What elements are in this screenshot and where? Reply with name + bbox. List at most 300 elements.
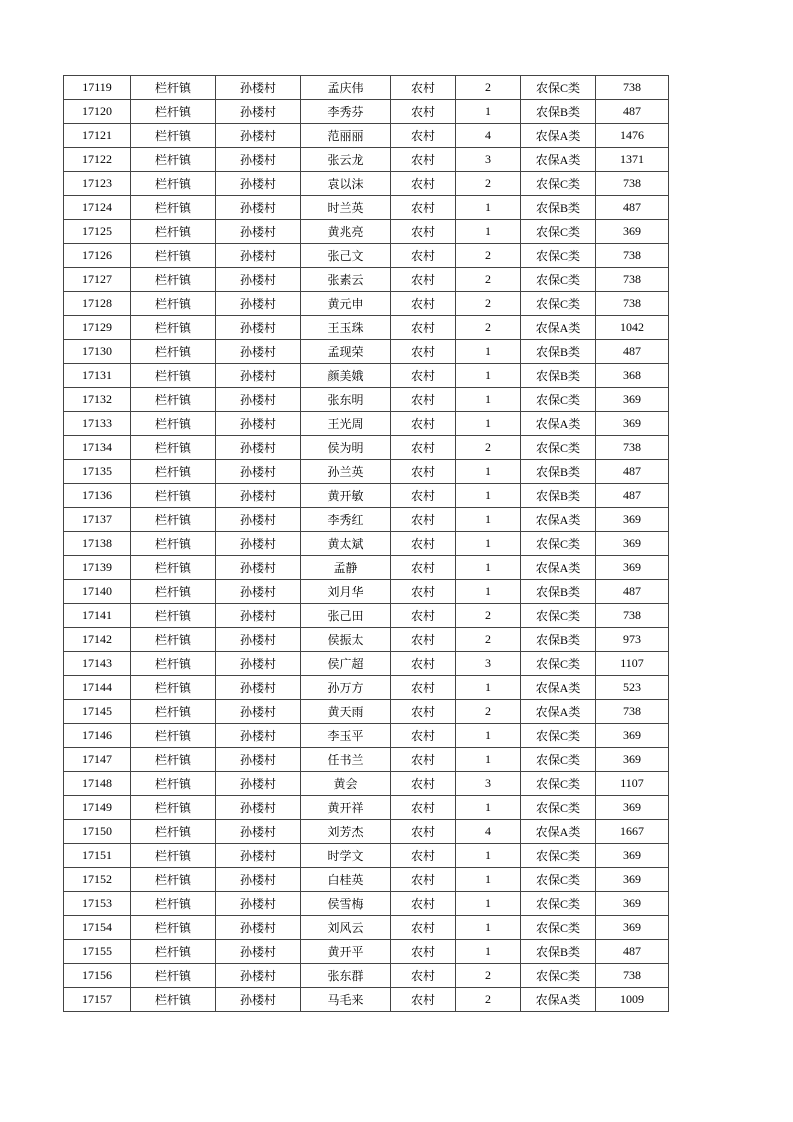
cell-town: 栏杆镇 [131,340,216,364]
table-row [64,532,669,556]
cell-count: 2 [456,436,521,460]
cell-town: 栏杆镇 [131,652,216,676]
cell-town: 栏杆镇 [131,700,216,724]
cell-name: 时学文 [301,844,391,868]
cell-village: 孙楼村 [216,196,301,220]
cell-id: 17141 [64,604,131,628]
cell-name: 时兰英 [301,196,391,220]
cell-amount: 1107 [596,652,669,676]
cell-count: 1 [456,580,521,604]
table-row [64,292,669,316]
cell-residence-type: 农村 [391,124,456,148]
cell-count: 1 [456,556,521,580]
cell-town: 栏杆镇 [131,964,216,988]
table-row [64,844,669,868]
cell-insurance-category: 农保C类 [521,796,596,820]
cell-id: 17143 [64,652,131,676]
cell-village: 孙楼村 [216,700,301,724]
cell-town: 栏杆镇 [131,172,216,196]
cell-insurance-category: 农保A类 [521,148,596,172]
cell-amount: 973 [596,628,669,652]
cell-name: 马毛来 [301,988,391,1012]
cell-insurance-category: 农保C类 [521,268,596,292]
table-row [64,892,669,916]
cell-insurance-category: 农保C类 [521,964,596,988]
cell-village: 孙楼村 [216,820,301,844]
cell-insurance-category: 农保C类 [521,292,596,316]
cell-insurance-category: 农保A类 [521,676,596,700]
cell-id: 17132 [64,388,131,412]
cell-id: 17157 [64,988,131,1012]
cell-insurance-category: 农保B类 [521,940,596,964]
cell-insurance-category: 农保C类 [521,172,596,196]
table-row [64,868,669,892]
cell-village: 孙楼村 [216,388,301,412]
cell-name: 颜美娥 [301,364,391,388]
table-row [64,460,669,484]
cell-insurance-category: 农保A类 [521,316,596,340]
cell-id: 17133 [64,412,131,436]
cell-village: 孙楼村 [216,340,301,364]
cell-count: 2 [456,604,521,628]
cell-amount: 369 [596,724,669,748]
table-row [64,100,669,124]
cell-village: 孙楼村 [216,100,301,124]
cell-count: 1 [456,100,521,124]
cell-residence-type: 农村 [391,148,456,172]
cell-insurance-category: 农保C类 [521,220,596,244]
cell-name: 范丽丽 [301,124,391,148]
cell-insurance-category: 农保B类 [521,460,596,484]
cell-village: 孙楼村 [216,220,301,244]
cell-count: 1 [456,364,521,388]
cell-amount: 369 [596,556,669,580]
cell-residence-type: 农村 [391,628,456,652]
cell-village: 孙楼村 [216,676,301,700]
cell-name: 李秀红 [301,508,391,532]
cell-town: 栏杆镇 [131,940,216,964]
cell-residence-type: 农村 [391,268,456,292]
cell-count: 2 [456,628,521,652]
cell-id: 17155 [64,940,131,964]
cell-amount: 487 [596,580,669,604]
cell-residence-type: 农村 [391,844,456,868]
cell-town: 栏杆镇 [131,292,216,316]
cell-town: 栏杆镇 [131,820,216,844]
cell-residence-type: 农村 [391,868,456,892]
cell-id: 17128 [64,292,131,316]
cell-amount: 738 [596,292,669,316]
cell-name: 孙万方 [301,676,391,700]
cell-amount: 487 [596,340,669,364]
table-row [64,76,669,100]
cell-id: 17149 [64,796,131,820]
cell-id: 17121 [64,124,131,148]
cell-amount: 738 [596,172,669,196]
cell-id: 17144 [64,676,131,700]
cell-id: 17120 [64,100,131,124]
cell-id: 17135 [64,460,131,484]
cell-insurance-category: 农保B类 [521,100,596,124]
cell-residence-type: 农村 [391,340,456,364]
cell-count: 3 [456,652,521,676]
cell-name: 黄开平 [301,940,391,964]
cell-insurance-category: 农保A类 [521,700,596,724]
cell-residence-type: 农村 [391,676,456,700]
table-row [64,652,669,676]
cell-name: 侯广超 [301,652,391,676]
cell-insurance-category: 农保C类 [521,844,596,868]
cell-residence-type: 农村 [391,772,456,796]
table-row [64,916,669,940]
cell-id: 17138 [64,532,131,556]
cell-town: 栏杆镇 [131,364,216,388]
cell-id: 17119 [64,76,131,100]
cell-amount: 369 [596,220,669,244]
cell-name: 孙兰英 [301,460,391,484]
cell-village: 孙楼村 [216,940,301,964]
cell-town: 栏杆镇 [131,748,216,772]
table-row [64,484,669,508]
cell-village: 孙楼村 [216,124,301,148]
cell-insurance-category: 农保C类 [521,772,596,796]
cell-insurance-category: 农保C类 [521,244,596,268]
cell-amount: 369 [596,916,669,940]
cell-amount: 1476 [596,124,669,148]
cell-id: 17126 [64,244,131,268]
cell-name: 黄开敏 [301,484,391,508]
cell-id: 17152 [64,868,131,892]
cell-name: 刘风云 [301,916,391,940]
cell-insurance-category: 农保B类 [521,484,596,508]
cell-town: 栏杆镇 [131,604,216,628]
cell-count: 2 [456,292,521,316]
cell-amount: 369 [596,844,669,868]
cell-town: 栏杆镇 [131,556,216,580]
cell-id: 17140 [64,580,131,604]
table-row [64,196,669,220]
table-row [64,772,669,796]
cell-residence-type: 农村 [391,724,456,748]
cell-amount: 369 [596,388,669,412]
cell-town: 栏杆镇 [131,316,216,340]
cell-town: 栏杆镇 [131,244,216,268]
cell-town: 栏杆镇 [131,676,216,700]
cell-residence-type: 农村 [391,748,456,772]
cell-insurance-category: 农保A类 [521,508,596,532]
table-row [64,700,669,724]
cell-count: 3 [456,772,521,796]
cell-name: 黄兆亮 [301,220,391,244]
cell-residence-type: 农村 [391,580,456,604]
cell-count: 2 [456,76,521,100]
cell-residence-type: 农村 [391,988,456,1012]
cell-insurance-category: 农保B类 [521,364,596,388]
cell-count: 1 [456,796,521,820]
cell-residence-type: 农村 [391,652,456,676]
table-row [64,748,669,772]
cell-village: 孙楼村 [216,364,301,388]
table-row [64,220,669,244]
cell-amount: 738 [596,436,669,460]
cell-count: 2 [456,244,521,268]
cell-village: 孙楼村 [216,436,301,460]
cell-count: 1 [456,892,521,916]
cell-town: 栏杆镇 [131,148,216,172]
cell-village: 孙楼村 [216,964,301,988]
cell-amount: 487 [596,196,669,220]
table-row [64,604,669,628]
cell-amount: 487 [596,940,669,964]
cell-id: 17139 [64,556,131,580]
cell-village: 孙楼村 [216,868,301,892]
cell-residence-type: 农村 [391,964,456,988]
cell-name: 任书兰 [301,748,391,772]
cell-name: 黄开祥 [301,796,391,820]
table-row [64,724,669,748]
table-row [64,244,669,268]
cell-count: 2 [456,964,521,988]
cell-name: 张素云 [301,268,391,292]
cell-residence-type: 农村 [391,604,456,628]
cell-town: 栏杆镇 [131,388,216,412]
cell-name: 张云龙 [301,148,391,172]
cell-id: 17129 [64,316,131,340]
cell-count: 1 [456,724,521,748]
cell-name: 袁以沫 [301,172,391,196]
table-row [64,628,669,652]
cell-name: 刘芳杰 [301,820,391,844]
table-row [64,964,669,988]
cell-amount: 369 [596,508,669,532]
cell-count: 1 [456,412,521,436]
table-row [64,796,669,820]
cell-village: 孙楼村 [216,76,301,100]
cell-insurance-category: 农保C类 [521,388,596,412]
table-body [64,76,669,1012]
cell-name: 孟静 [301,556,391,580]
cell-amount: 369 [596,868,669,892]
cell-village: 孙楼村 [216,292,301,316]
cell-id: 17142 [64,628,131,652]
cell-village: 孙楼村 [216,892,301,916]
cell-count: 1 [456,940,521,964]
cell-village: 孙楼村 [216,772,301,796]
cell-name: 侯雪梅 [301,892,391,916]
cell-residence-type: 农村 [391,460,456,484]
cell-town: 栏杆镇 [131,460,216,484]
cell-village: 孙楼村 [216,604,301,628]
cell-amount: 1667 [596,820,669,844]
cell-insurance-category: 农保C类 [521,868,596,892]
cell-village: 孙楼村 [216,988,301,1012]
cell-residence-type: 农村 [391,196,456,220]
cell-id: 17156 [64,964,131,988]
cell-id: 17130 [64,340,131,364]
cell-town: 栏杆镇 [131,724,216,748]
cell-village: 孙楼村 [216,724,301,748]
table-row [64,820,669,844]
cell-amount: 487 [596,100,669,124]
cell-amount: 738 [596,604,669,628]
cell-residence-type: 农村 [391,484,456,508]
cell-residence-type: 农村 [391,820,456,844]
cell-name: 王光周 [301,412,391,436]
cell-name: 刘月华 [301,580,391,604]
cell-insurance-category: 农保C类 [521,652,596,676]
table-row [64,436,669,460]
cell-town: 栏杆镇 [131,532,216,556]
cell-insurance-category: 农保C类 [521,604,596,628]
records-table [63,75,669,1012]
cell-count: 1 [456,844,521,868]
cell-town: 栏杆镇 [131,916,216,940]
table-row [64,580,669,604]
table-row [64,988,669,1012]
cell-village: 孙楼村 [216,844,301,868]
cell-amount: 1009 [596,988,669,1012]
table-row [64,364,669,388]
cell-count: 1 [456,532,521,556]
table-row [64,676,669,700]
cell-amount: 369 [596,748,669,772]
cell-town: 栏杆镇 [131,772,216,796]
cell-insurance-category: 农保C类 [521,892,596,916]
cell-residence-type: 农村 [391,412,456,436]
table-row [64,388,669,412]
cell-name: 侯为明 [301,436,391,460]
cell-town: 栏杆镇 [131,436,216,460]
cell-amount: 487 [596,484,669,508]
cell-village: 孙楼村 [216,796,301,820]
cell-town: 栏杆镇 [131,892,216,916]
cell-name: 黄天雨 [301,700,391,724]
cell-count: 4 [456,124,521,148]
cell-insurance-category: 农保B类 [521,340,596,364]
cell-amount: 738 [596,76,669,100]
cell-name: 黄会 [301,772,391,796]
cell-village: 孙楼村 [216,412,301,436]
table-row [64,508,669,532]
cell-residence-type: 农村 [391,172,456,196]
cell-amount: 1107 [596,772,669,796]
cell-village: 孙楼村 [216,748,301,772]
cell-town: 栏杆镇 [131,484,216,508]
cell-residence-type: 农村 [391,364,456,388]
cell-village: 孙楼村 [216,148,301,172]
table-row [64,556,669,580]
cell-count: 3 [456,148,521,172]
cell-id: 17150 [64,820,131,844]
cell-name: 黄太斌 [301,532,391,556]
cell-insurance-category: 农保A类 [521,412,596,436]
cell-residence-type: 农村 [391,916,456,940]
cell-name: 白桂英 [301,868,391,892]
cell-amount: 369 [596,796,669,820]
cell-count: 1 [456,748,521,772]
cell-count: 2 [456,700,521,724]
cell-count: 1 [456,460,521,484]
cell-town: 栏杆镇 [131,100,216,124]
cell-residence-type: 农村 [391,508,456,532]
cell-name: 孟现荣 [301,340,391,364]
table-row [64,148,669,172]
cell-count: 1 [456,508,521,532]
cell-count: 1 [456,196,521,220]
cell-residence-type: 农村 [391,700,456,724]
cell-village: 孙楼村 [216,508,301,532]
cell-village: 孙楼村 [216,652,301,676]
cell-town: 栏杆镇 [131,796,216,820]
cell-id: 17124 [64,196,131,220]
cell-amount: 738 [596,244,669,268]
cell-town: 栏杆镇 [131,124,216,148]
cell-residence-type: 农村 [391,76,456,100]
cell-count: 1 [456,340,521,364]
cell-town: 栏杆镇 [131,868,216,892]
cell-insurance-category: 农保C类 [521,724,596,748]
cell-insurance-category: 农保C类 [521,76,596,100]
cell-residence-type: 农村 [391,436,456,460]
cell-amount: 738 [596,964,669,988]
table-row [64,340,669,364]
cell-insurance-category: 农保C类 [521,748,596,772]
cell-id: 17131 [64,364,131,388]
cell-count: 2 [456,268,521,292]
cell-amount: 1042 [596,316,669,340]
cell-village: 孙楼村 [216,244,301,268]
cell-id: 17122 [64,148,131,172]
cell-amount: 487 [596,460,669,484]
cell-insurance-category: 农保B类 [521,580,596,604]
table-row [64,316,669,340]
cell-id: 17146 [64,724,131,748]
cell-town: 栏杆镇 [131,76,216,100]
cell-town: 栏杆镇 [131,628,216,652]
cell-count: 4 [456,820,521,844]
table-row [64,124,669,148]
cell-count: 1 [456,388,521,412]
cell-id: 17151 [64,844,131,868]
table-row [64,940,669,964]
cell-village: 孙楼村 [216,556,301,580]
cell-amount: 369 [596,532,669,556]
cell-id: 17127 [64,268,131,292]
cell-village: 孙楼村 [216,916,301,940]
cell-residence-type: 农村 [391,388,456,412]
cell-residence-type: 农村 [391,292,456,316]
cell-name: 黄元申 [301,292,391,316]
cell-insurance-category: 农保B类 [521,628,596,652]
cell-amount: 369 [596,892,669,916]
cell-insurance-category: 农保C类 [521,532,596,556]
cell-id: 17125 [64,220,131,244]
cell-town: 栏杆镇 [131,580,216,604]
cell-amount: 369 [596,412,669,436]
cell-town: 栏杆镇 [131,844,216,868]
cell-name: 张东群 [301,964,391,988]
cell-village: 孙楼村 [216,316,301,340]
cell-residence-type: 农村 [391,100,456,124]
cell-residence-type: 农村 [391,556,456,580]
cell-id: 17145 [64,700,131,724]
cell-count: 1 [456,220,521,244]
cell-count: 1 [456,484,521,508]
cell-count: 1 [456,676,521,700]
cell-name: 王玉珠 [301,316,391,340]
cell-count: 2 [456,316,521,340]
cell-village: 孙楼村 [216,628,301,652]
